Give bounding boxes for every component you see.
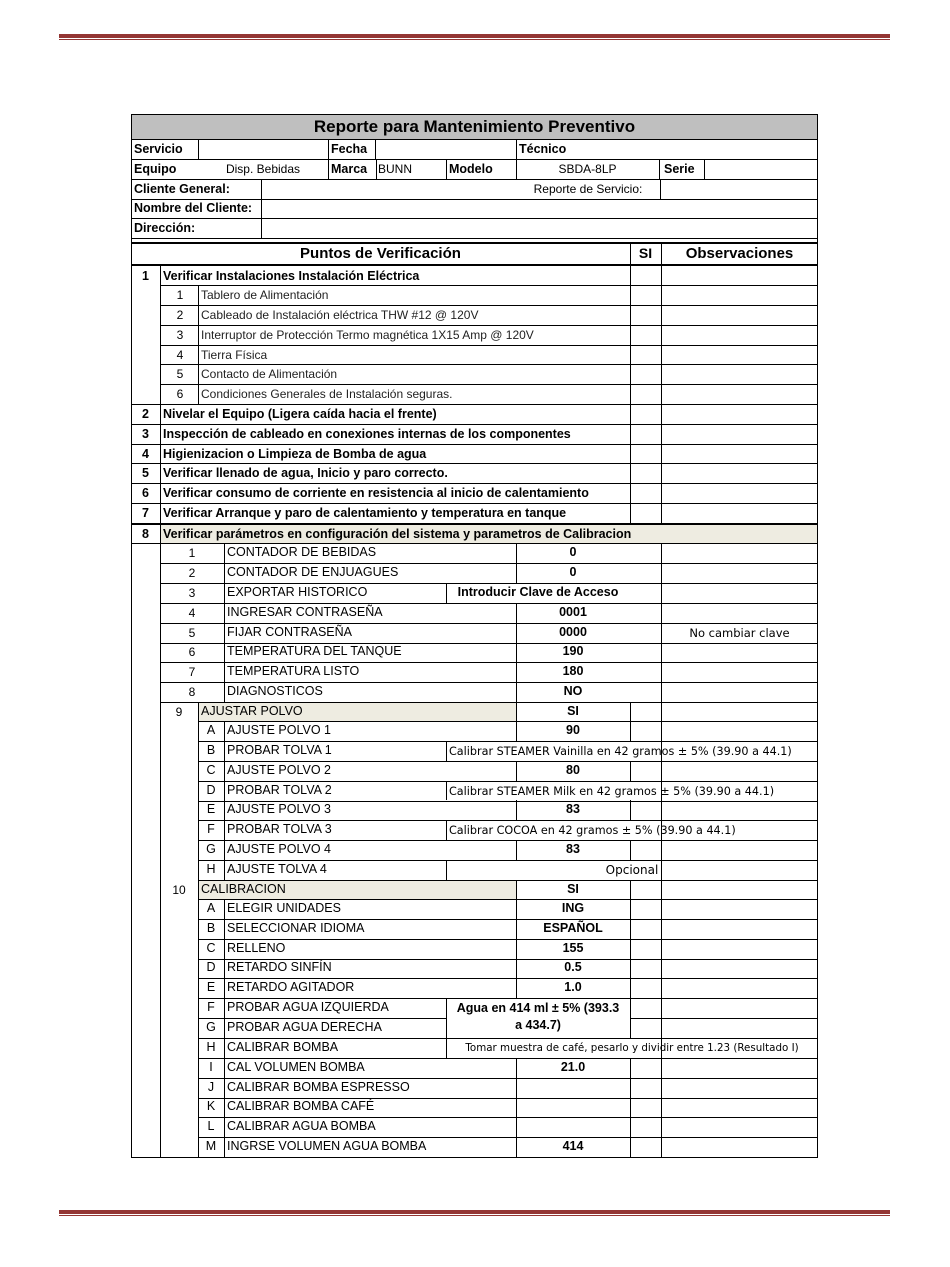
agua-note-line2: a 434.7) bbox=[515, 1018, 561, 1032]
equipo-label: Equipo bbox=[134, 162, 177, 176]
calibracion-title: CALIBRACION bbox=[201, 882, 286, 896]
grid-line bbox=[630, 1018, 818, 1019]
config-parameter: INGRESAR CONTRASEÑA bbox=[227, 605, 383, 619]
calibracion-parameter: SELECCIONAR IDIOMA bbox=[227, 921, 365, 935]
grid-line bbox=[446, 820, 447, 840]
grid-line bbox=[376, 159, 377, 179]
polvo-parameter: AJUSTE POLVO 2 bbox=[227, 763, 331, 777]
grid-line bbox=[131, 139, 818, 140]
calibracion-number: 10 bbox=[172, 883, 186, 897]
sub-item: Cableado de Instalación eléctrica THW #12 @ 120V bbox=[201, 308, 479, 322]
calibracion-letter: H bbox=[206, 1040, 216, 1054]
maintenance-report-sheet bbox=[131, 114, 818, 1158]
config-value: 180 bbox=[562, 664, 584, 678]
grid-line bbox=[630, 800, 631, 820]
polvo-letter: C bbox=[206, 763, 216, 777]
config-value: 0 bbox=[569, 565, 577, 579]
config-parameter: DIAGNOSTICOS bbox=[227, 684, 323, 698]
nombre-cliente-label: Nombre del Cliente: bbox=[134, 201, 253, 215]
config-parameter: CONTADOR DE BEBIDAS bbox=[227, 545, 377, 559]
config-number: 8 bbox=[188, 685, 196, 699]
calibracion-parameter: RELLENO bbox=[227, 941, 286, 955]
sub-item: Tierra Física bbox=[201, 348, 268, 362]
config-parameter: CONTADOR DE ENJUAGUES bbox=[227, 565, 399, 579]
config-number: 6 bbox=[188, 645, 196, 659]
grid-line bbox=[630, 761, 631, 781]
checklist-item: Nivelar el Equipo (Ligera caída hacia el frente) bbox=[163, 407, 437, 421]
sub-item-number: 1 bbox=[176, 288, 184, 302]
item-number: 4 bbox=[142, 447, 149, 461]
direccion-label: Dirección: bbox=[134, 221, 196, 235]
polvo-letter: H bbox=[206, 862, 216, 876]
grid-line bbox=[630, 702, 631, 741]
config-value: 0 bbox=[569, 545, 577, 559]
config-observation: No cambiar clave bbox=[689, 626, 790, 640]
item-number: 2 bbox=[142, 407, 149, 421]
calibracion-value: ING bbox=[561, 901, 585, 915]
polvo-parameter: PROBAR TOLVA 2 bbox=[227, 783, 332, 797]
calibracion-parameter: CALIBRAR BOMBA bbox=[227, 1040, 339, 1054]
polvo-value: SI bbox=[567, 704, 579, 718]
config-number: 2 bbox=[188, 566, 196, 580]
grid-line bbox=[630, 1058, 631, 1158]
calibracion-letter: E bbox=[206, 980, 216, 994]
observaciones-header: Observaciones bbox=[685, 245, 794, 262]
config-value: 190 bbox=[562, 644, 584, 658]
grid-line bbox=[817, 114, 818, 243]
fecha-label: Fecha bbox=[331, 142, 368, 156]
grid-line bbox=[817, 243, 818, 1158]
checklist-item: Verificar consumo de corriente en resistencia al inicio de calentamiento bbox=[163, 486, 589, 500]
calibracion-letter: J bbox=[207, 1080, 215, 1094]
sub-item: Condiciones Generales de Instalación seguras. bbox=[201, 387, 453, 401]
grid-line bbox=[516, 800, 517, 820]
config-value: NO bbox=[563, 684, 583, 698]
grid-line bbox=[704, 159, 705, 179]
config-number: 5 bbox=[188, 626, 196, 640]
grid-line bbox=[516, 840, 517, 860]
modelo-label: Modelo bbox=[449, 162, 493, 176]
calibracion-parameter: PROBAR AGUA IZQUIERDA bbox=[227, 1000, 389, 1014]
config-value: Introducir Clave de Acceso bbox=[457, 585, 619, 599]
polvo-letter: G bbox=[206, 842, 216, 856]
grid-line bbox=[446, 159, 447, 179]
polvo-note: Calibrar STEAMER Vainilla en 42 gramos ± 5% (39.90 a 44.1) bbox=[449, 745, 792, 758]
calibracion-parameter: CALIBRAR BOMBA ESPRESSO bbox=[227, 1080, 410, 1094]
grid-line bbox=[661, 243, 662, 1158]
item-number: 5 bbox=[142, 466, 149, 480]
grid-line bbox=[516, 543, 517, 583]
calibracion-letter: A bbox=[206, 901, 216, 915]
polvo-parameter: AJUSTE POLVO 1 bbox=[227, 723, 331, 737]
calibracion-value: 155 bbox=[562, 941, 584, 955]
calibracion-letter: C bbox=[206, 941, 216, 955]
grid-line bbox=[131, 114, 818, 115]
calibracion-value: 1.0 bbox=[564, 980, 582, 994]
grid-line bbox=[131, 1157, 818, 1158]
polvo-letter: F bbox=[207, 822, 215, 836]
report-title: Reporte para Mantenimiento Preventivo bbox=[313, 117, 636, 136]
item-number: 3 bbox=[142, 427, 149, 441]
grid-line bbox=[224, 721, 225, 880]
calibracion-parameter: INGRSE VOLUMEN AGUA BOMBA bbox=[227, 1139, 427, 1153]
polvo-parameter: AJUSTE POLVO 3 bbox=[227, 802, 331, 816]
top-decorative-rule bbox=[59, 34, 890, 40]
grid-line bbox=[630, 840, 631, 860]
servicio-label: Servicio bbox=[134, 142, 183, 156]
calibracion-parameter: CALIBRAR BOMBA CAFÉ bbox=[227, 1099, 375, 1113]
sub-item-number: 6 bbox=[176, 387, 184, 401]
sub-item: Tablero de Alimentación bbox=[201, 288, 329, 302]
grid-line bbox=[630, 243, 631, 523]
sub-item-number: 4 bbox=[176, 348, 184, 362]
calibracion-letter: F bbox=[207, 1000, 215, 1014]
polvo-note: Calibrar STEAMER Milk en 42 gramos ± 5% (39.90 a 44.1) bbox=[449, 785, 775, 798]
polvo-value: 80 bbox=[566, 763, 580, 777]
calibracion-letter: G bbox=[206, 1020, 216, 1034]
config-number: 1 bbox=[188, 546, 196, 560]
item-number: 8 bbox=[142, 527, 149, 541]
grid-line bbox=[660, 179, 661, 199]
config-parameter: EXPORTAR HISTORICO bbox=[227, 585, 368, 599]
config-value: 0000 bbox=[559, 625, 587, 639]
polvo-parameter: AJUSTE POLVO 4 bbox=[227, 842, 331, 856]
grid-line bbox=[516, 761, 517, 781]
grid-line bbox=[261, 179, 262, 238]
tecnico-label: Técnico bbox=[519, 142, 567, 156]
polvo-note: Calibrar COCOA en 42 gramos ± 5% (39.90 a 44.1) bbox=[449, 824, 736, 837]
polvo-parameter: PROBAR TOLVA 3 bbox=[227, 822, 332, 836]
calibracion-value: 0.5 bbox=[564, 960, 582, 974]
calibracion-letter: B bbox=[206, 921, 216, 935]
grid-line bbox=[446, 860, 447, 880]
grid-line bbox=[446, 583, 447, 603]
config-parameter: TEMPERATURA LISTO bbox=[227, 664, 360, 678]
grid-line bbox=[630, 880, 631, 1038]
grid-line bbox=[516, 1058, 517, 1158]
agua-note-line1: Agua en 414 ml ± 5% (393.3 bbox=[456, 1001, 620, 1015]
grid-line bbox=[131, 264, 818, 266]
grid-line bbox=[328, 139, 329, 179]
equipo-value: Disp. Bebidas bbox=[225, 162, 301, 176]
bottom-decorative-rule bbox=[59, 1210, 890, 1216]
calibracion-parameter: RETARDO AGITADOR bbox=[227, 980, 355, 994]
grid-line bbox=[659, 159, 660, 179]
calibracion-value: SI bbox=[567, 882, 579, 896]
sub-item-number: 2 bbox=[176, 308, 184, 322]
checklist-item: Verificar parámetros en configuración del sistema y parametros de Calibracion bbox=[163, 527, 632, 541]
polvo-value: 83 bbox=[566, 802, 580, 816]
calibracion-value: 21.0 bbox=[560, 1060, 586, 1074]
checklist-item: Inspección de cableado en conexiones internas de los componentes bbox=[163, 427, 571, 441]
grid-line bbox=[375, 139, 376, 159]
grid-line bbox=[198, 285, 199, 404]
checklist-item: Verificar Arranque y paro de calentamiento y temperatura en tanque bbox=[163, 506, 567, 520]
polvo-value: 90 bbox=[566, 723, 580, 737]
serie-label: Serie bbox=[664, 162, 695, 176]
calibracion-letter: M bbox=[205, 1139, 217, 1153]
config-parameter: TEMPERATURA DEL TANQUE bbox=[227, 644, 402, 658]
calibracion-letter: D bbox=[206, 960, 216, 974]
calibracion-value: ESPAÑOL bbox=[543, 921, 603, 935]
polvo-parameter: AJUSTE TOLVA 4 bbox=[227, 862, 327, 876]
polvo-note: Opcional bbox=[605, 863, 659, 877]
polvo-number: 9 bbox=[175, 705, 183, 719]
grid-line bbox=[516, 139, 517, 159]
sub-item: Contacto de Alimentación bbox=[201, 367, 338, 381]
config-number: 4 bbox=[188, 606, 196, 620]
calibracion-letter: L bbox=[207, 1119, 215, 1133]
cliente-general-label: Cliente General: bbox=[134, 182, 230, 196]
polvo-title: AJUSTAR POLVO bbox=[201, 704, 303, 718]
sub-item-number: 3 bbox=[176, 328, 184, 342]
reporte-servicio-label: Reporte de Servicio: bbox=[533, 182, 643, 196]
calibracion-value: 414 bbox=[562, 1139, 584, 1153]
sub-item-number: 5 bbox=[176, 367, 184, 381]
grid-line bbox=[516, 702, 517, 741]
checklist-item: Verificar Instalaciones Instalación Eléctrica bbox=[163, 269, 420, 283]
puntos-header: Puntos de Verificación bbox=[300, 245, 461, 262]
grid-line bbox=[198, 139, 199, 159]
grid-line bbox=[224, 543, 225, 702]
marca-value: BUNN bbox=[378, 162, 413, 176]
sub-item: Interruptor de Protección Termo magnética 1X15 Amp @ 120V bbox=[201, 328, 534, 342]
grid-line bbox=[224, 899, 225, 1158]
calibracion-letter: I bbox=[209, 1060, 213, 1074]
calibracion-parameter: RETARDO SINFÍN bbox=[227, 960, 332, 974]
polvo-parameter: PROBAR TOLVA 1 bbox=[227, 743, 332, 757]
config-parameter: FIJAR CONTRASEÑA bbox=[227, 625, 353, 639]
polvo-letter: D bbox=[206, 783, 216, 797]
grid-line bbox=[516, 603, 517, 702]
config-number: 7 bbox=[188, 665, 196, 679]
marca-label: Marca bbox=[331, 162, 368, 176]
item-number: 1 bbox=[142, 269, 149, 283]
si-header: SI bbox=[638, 245, 653, 261]
item-number: 6 bbox=[142, 486, 149, 500]
polvo-letter: B bbox=[206, 743, 216, 757]
calibracion-parameter: CALIBRAR AGUA BOMBA bbox=[227, 1119, 376, 1133]
grid-line bbox=[516, 880, 517, 998]
calibracion-parameter: ELEGIR UNIDADES bbox=[227, 901, 341, 915]
checklist-item: Verificar llenado de agua, Inicio y paro correcto. bbox=[163, 466, 448, 480]
checklist-item: Higienizacion o Limpieza de Bomba de agua bbox=[163, 447, 427, 461]
calibracion-note: Tomar muestra de café, pesarlo y dividir entre 1.23 (Resultado I) bbox=[465, 1042, 799, 1054]
item-number: 7 bbox=[142, 506, 149, 520]
polvo-value: 83 bbox=[566, 842, 580, 856]
config-value: 0001 bbox=[559, 605, 587, 619]
polvo-letter: E bbox=[206, 802, 216, 816]
polvo-letter: A bbox=[206, 723, 216, 737]
grid-line bbox=[446, 998, 447, 1058]
modelo-value: SBDA-8LP bbox=[558, 162, 617, 176]
calibracion-parameter: CAL VOLUMEN BOMBA bbox=[227, 1060, 365, 1074]
config-number: 3 bbox=[188, 586, 196, 600]
calibracion-parameter: PROBAR AGUA DERECHA bbox=[227, 1020, 382, 1034]
grid-line bbox=[446, 741, 447, 761]
calibracion-letter: K bbox=[206, 1099, 216, 1113]
grid-line bbox=[446, 781, 447, 800]
